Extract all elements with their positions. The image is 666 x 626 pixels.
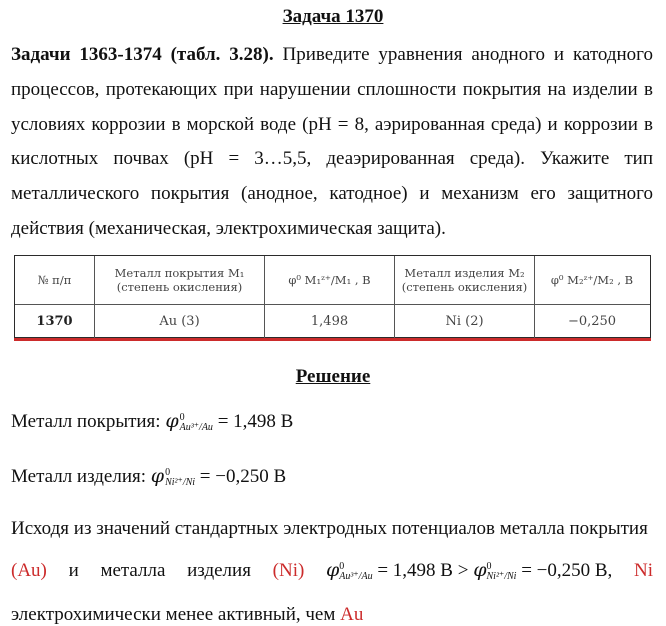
problem-title: Задача 1370 (282, 6, 384, 27)
metal-word: металла (100, 559, 166, 581)
problem-text: Приведите уравнения анодного и катодного процессов, протекающих при нарушении сплошности покрытия на изделии в условиях коррозии в морской воде (рН = 8, аэрированная среда) и коррозии в кислотных почвах (рН = 3…5,5, деаэрированная среда). Укажите тип металлического покрытия (анодное, катодное) и механизм его защитного действия (механическая, электрохимическая защита). (11, 44, 653, 239)
coating-couple: Au³⁺/Au (179, 421, 213, 433)
product-label: Металл изделия: (11, 466, 147, 487)
comparison-line-1: Исходя из значений стандартных электродных потенциалов металла покрытия (11, 518, 648, 539)
au-couple: Au³⁺/Au (339, 570, 373, 582)
phi-symbol: φ (150, 465, 165, 487)
and-word: и (68, 559, 79, 581)
ni-couple: Ni²⁺/Ni (486, 570, 517, 582)
ni-name: Ni (634, 559, 653, 581)
cell-coating-metal: Au (3) (95, 305, 265, 338)
comparison-line-3 (11, 604, 363, 626)
table-underline (14, 338, 651, 341)
header-coating-metal: Металл покрытия M₁ (степень окисления) (95, 256, 265, 304)
comparison-end: = −0,250 В, (521, 560, 613, 581)
data-table (14, 255, 651, 338)
cell-coating-potential: 1,498 (265, 305, 395, 338)
coating-value: = 1,498 В (217, 411, 294, 432)
phi-symbol: φ (165, 410, 179, 432)
comparison-line3-text: электрохимически менее активный, чем (11, 604, 336, 625)
comparison-line-2 (11, 559, 653, 582)
problem-statement (11, 38, 653, 247)
ni-label: (Ni) (272, 559, 305, 581)
cell-product-metal: Ni (2) (395, 305, 535, 338)
header-coating-potential: φ⁰ M₁ᶻ⁺/M₁ , В (265, 256, 395, 304)
coating-label: Металл покрытия: (11, 411, 161, 432)
header-number: № п/п (15, 256, 95, 304)
solution-heading: Решение (295, 366, 371, 387)
problem-ref: Задачи 1363-1374 (табл. 3.28). (11, 44, 274, 65)
product-value: = −0,250 В (199, 466, 287, 487)
cell-number: 1370 (15, 305, 95, 338)
au-tail: Au (340, 604, 364, 625)
au-label: (Au) (11, 559, 47, 581)
cell-product-potential: −0,250 (567, 314, 617, 329)
header-product-metal: Металл изделия M₂ (степень окисления) (395, 256, 535, 304)
comparison-middle: = 1,498 В > (377, 560, 469, 581)
coating-potential-line: Металл покрытия: φ 0 Au³⁺/Au = 1,498 В (11, 410, 294, 433)
product-word: изделия (187, 559, 251, 581)
comparison-formula: φ 0 Au³⁺/Au = 1,498 В > φ 0 Ni²⁺/Ni = −0,250 В, (325, 559, 613, 582)
product-couple: Ni²⁺/Ni (165, 476, 196, 488)
header-product-potential: φ⁰ M₂ᶻ⁺/M₂ , В (550, 273, 634, 287)
product-potential-line: Металл изделия: φ 0 Ni²⁺/Ni = −0,250 В (11, 465, 287, 488)
